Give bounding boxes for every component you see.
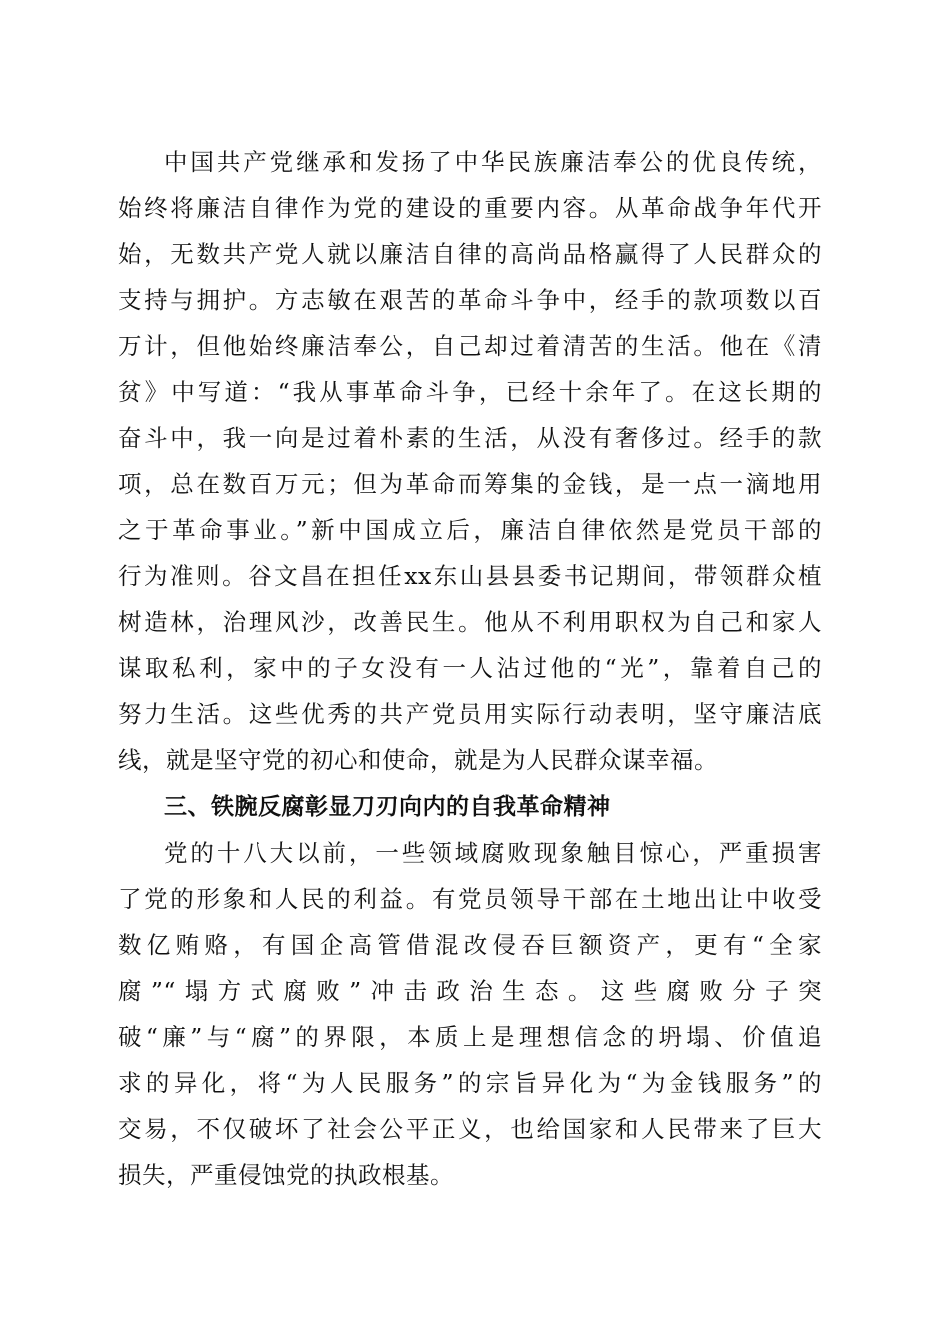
paragraph-1-line-13: 努力生活。这些优秀的共产党员用实际行动表明，坚守廉洁底: [118, 700, 822, 728]
paragraph-1-line-10: 行为准则。谷文昌在担任xx东山县县委书记期间，带领群众植: [118, 562, 822, 590]
paragraph-2-line-8: 损失，严重侵蚀党的执政根基。: [118, 1161, 454, 1189]
paragraph-2-line-5: 破“廉”与“腐”的界限，本质上是理想信念的坍塌、价值追: [118, 1023, 822, 1051]
paragraph-1-line-2: 始终将廉洁自律作为党的建设的重要内容。从革命战争年代开: [118, 194, 822, 222]
paragraph-1-line-4: 支持与拥护。方志敏在艰苦的革命斗争中，经手的款项数以百: [118, 286, 822, 314]
paragraph-1-line-5: 万计，但他始终廉洁奉公，自己却过着清苦的生活。他在《清: [118, 332, 822, 360]
paragraph-2-line-7: 交易，不仅破坏了社会公平正义，也给国家和人民带来了巨大: [118, 1115, 822, 1143]
paragraph-2-line-1: 党的十八大以前，一些领域腐败现象触目惊心，严重损害: [164, 839, 822, 867]
paragraph-1-line-7: 奋斗中，我一向是过着朴素的生活，从没有奢侈过。经手的款: [118, 424, 822, 452]
paragraph-1-line-11: 树造林，治理风沙，改善民生。他从不利用职权为自己和家人: [118, 608, 822, 636]
paragraph-2-line-2: 了党的形象和人民的利益。有党员领导干部在土地出让中收受: [118, 885, 822, 913]
paragraph-1-line-14: 线，就是坚守党的初心和使命，就是为人民群众谋幸福。: [118, 746, 718, 774]
paragraph-1-line-1: 中国共产党继承和发扬了中华民族廉洁奉公的优良传统，: [164, 148, 822, 176]
paragraph-1-line-3: 始，无数共产党人就以廉洁自律的高尚品格赢得了人民群众的: [118, 240, 822, 268]
paragraph-2-line-3: 数亿贿赂，有国企高管借混改侵吞巨额资产，更有“全家: [118, 931, 822, 959]
section-heading: 三、铁腕反腐彰显刀刃向内的自我革命精神: [164, 794, 611, 820]
paragraph-2-line-6: 求的异化，将“为人民服务”的宗旨异化为“为金钱服务”的: [118, 1069, 822, 1097]
paragraph-1-line-8: 项，总在数百万元；但为革命而筹集的金钱，是一点一滴地用: [118, 470, 822, 498]
paragraph-1-line-9: 之于革命事业。”新中国成立后，廉洁自律依然是党员干部的: [118, 516, 822, 544]
paragraph-2-line-4: 腐”“塌方式腐败”冲击政治生态。这些腐败分子突: [118, 977, 822, 1005]
paragraph-1-line-12: 谋取私利，家中的子女没有一人沾过他的“光”，靠着自己的: [118, 654, 822, 682]
paragraph-1-line-6: 贫》中写道：“我从事革命斗争，已经十余年了。在这长期的: [118, 378, 822, 406]
